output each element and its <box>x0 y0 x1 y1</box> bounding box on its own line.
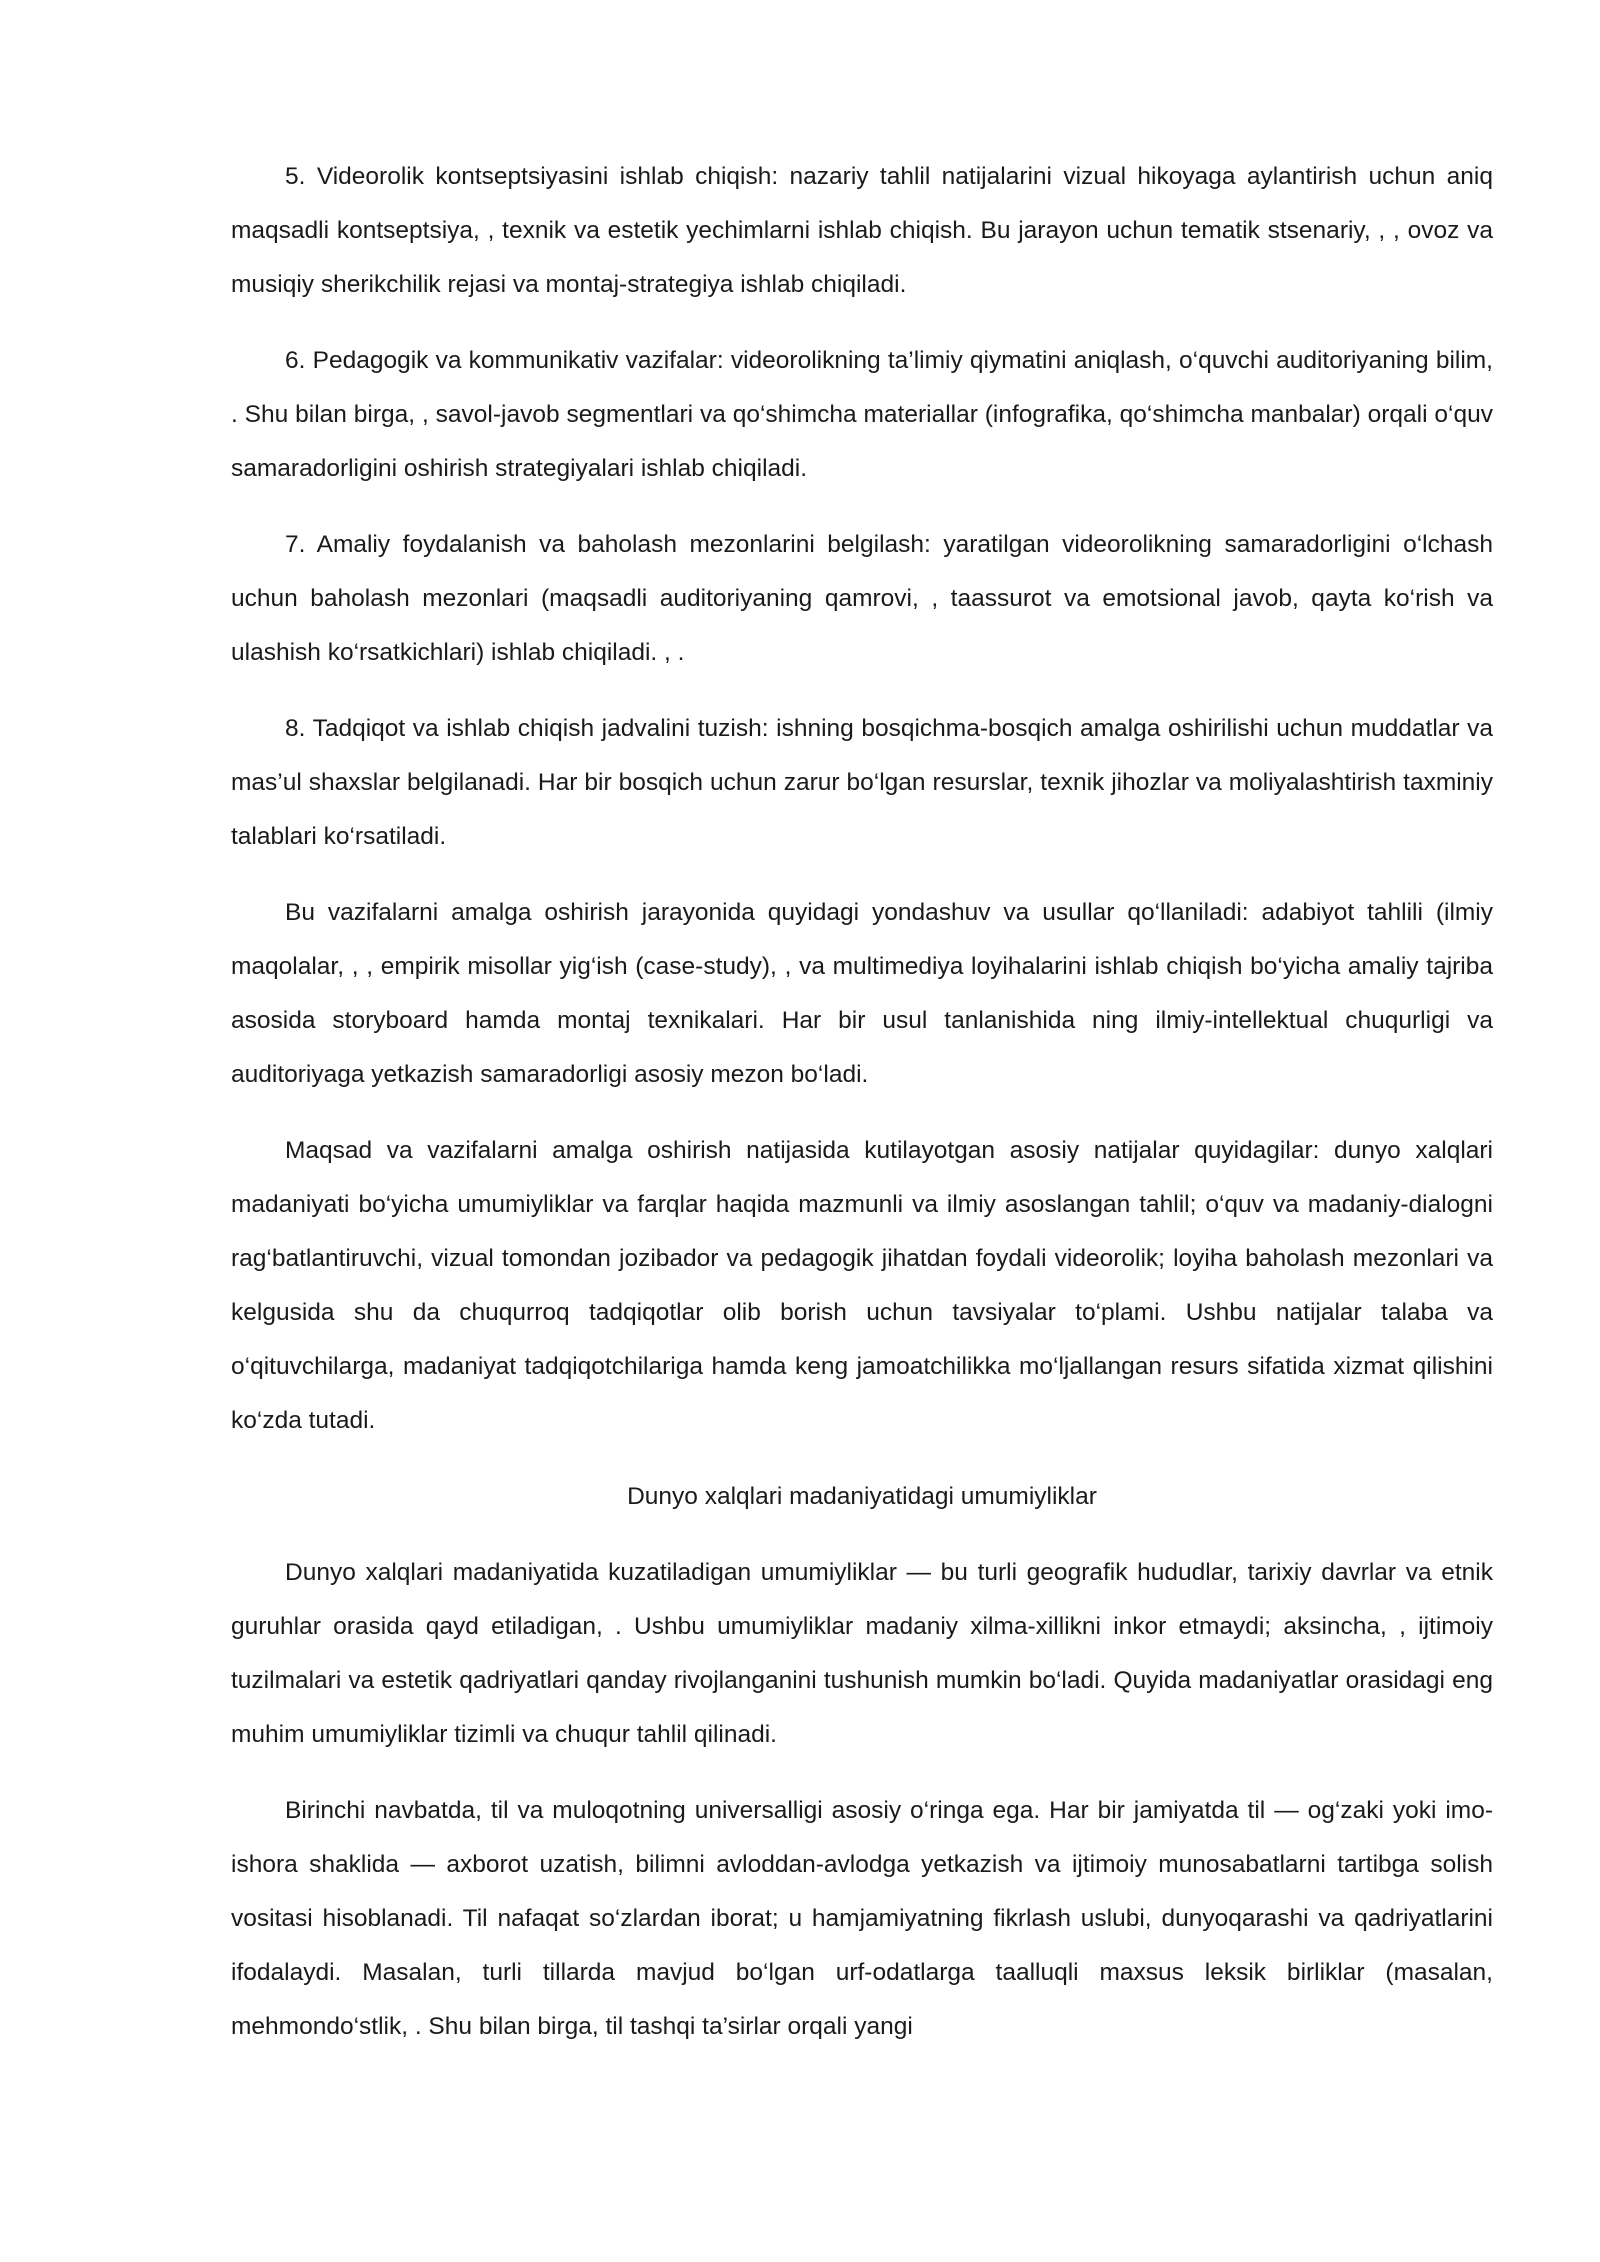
paragraph-item-8: 8. Tadqiqot va ishlab chiqish jadvalini tuzish: ishning bosqichma-bosqich amalga oshirilishi uchun muddatlar va mas’ul shaxslar belgilanadi. Har bir bosqich uchun zarur bo‘lgan resurslar, texnik jihozlar va moliyalashtirish taxminiy talablari ko‘rsatiladi. <box>231 715 1493 850</box>
paragraph-expected-results: Maqsad va vazifalarni amalga oshirish natijasida kutilayotgan asosiy natijalar quyidagilar: dunyo xalqlari madaniyati bo‘yicha umumiyliklar va farqlar haqida mazmunli va ilmiy asoslangan tahlil; o‘quv va madaniy-dialogni rag‘batlantiruvchi, vizual tomondan jozibador va pedagogik jihatdan foydali videorolik; loyiha baholash mezonlari va kelgusida shu da chuqurroq tadqiqotlar olib borish uchun tavsiyalar to‘plami. Ushbu natijalar talaba va o‘qituvchilarga, madaniyat tadqiqotchilariga hamda keng jamoatchilikka mo‘ljallangan resurs sifatida xizmat qilishini ko‘zda tutadi. <box>231 1137 1493 1434</box>
paragraph-methods: Bu vazifalarni amalga oshirish jarayonida quyidagi yondashuv va usullar qo‘llaniladi: adabiyot tahlili (ilmiy maqolalar, , , empirik misollar yig‘ish (case-study), , va multimediya loyihalarini ishlab chiqish bo‘yicha amaliy tajriba asosida storyboard hamda montaj texnikalari. Har bir usul tanlanishida ning ilmiy-intellektual chuqurligi va auditoriyaga yetkazish samaradorligi asosiy mezon bo‘ladi. <box>231 899 1493 1088</box>
paragraph-universals-intro: Dunyo xalqlari madaniyatida kuzatiladigan umumiyliklar — bu turli geografik hududlar, tarixiy davrlar va etnik guruhlar orasida qayd etiladigan, . Ushbu umumiyliklar madaniy xilma-xillikni inkor etmaydi; aksincha, , ijtimoiy tuzilmalari va estetik qadriyatlari qanday rivojlanganini tushunish mumkin bo‘ladi. Quyida madaniyatlar orasidagi eng muhim umumiyliklar tizimli va chuqur tahlil qilinadi. <box>231 1559 1493 1748</box>
paragraph-item-7: 7. Amaliy foydalanish va baholash mezonlarini belgilash: yaratilgan videorolikning samaradorligini o‘lchash uchun baholash mezonlari (maqsadli auditoriyaning qamrovi, , taassurot va emotsional javob, qayta ko‘rish va ulashish ko‘rsatkichlari) ishlab chiqiladi. , . <box>231 531 1493 666</box>
paragraph-item-6: 6. Pedagogik va kommunikativ vazifalar: videorolikning ta’limiy qiymatini aniqlash, o‘quvchi auditoriyaning bilim, . Shu bilan birga, , savol-javob segmentlari va qo‘shimcha materiallar (infografika, qo‘shimcha manbalar) orqali o‘quv samaradorligini oshirish strategiyalari ishlab chiqiladi. <box>231 347 1493 482</box>
section-heading: Dunyo xalqlari madaniyatidagi umumiyliklar <box>627 1483 1097 1510</box>
document-body <box>231 150 1493 2076</box>
paragraph-item-5: 5. Videorolik kontseptsiyasini ishlab chiqish: nazariy tahlil natijalarini vizual hikoyaga aylantirish uchun aniq maqsadli kontseptsiya, , texnik va estetik yechimlarni ishlab chiqish. Bu jarayon uchun tematik stsenariy, , , ovoz va musiqiy sherikchilik rejasi va montaj-strategiya ishlab chiqiladi. <box>231 163 1493 298</box>
paragraph-language-universality: Birinchi navbatda, til va muloqotning universalligi asosiy o‘ringa ega. Har bir jamiyatda til — og‘zaki yoki imo-ishora shaklida — axborot uzatish, bilimni avloddan-avlodga yetkazish va ijtimoiy munosabatlarni tartibga solish vositasi hisoblanadi. Til nafaqat so‘zlardan iborat; u hamjamiyatning fikrlash uslubi, dunyoqarashi va qadriyatlarini ifodalaydi. Masalan, turli tillarda mavjud bo‘lgan urf-odatlarga taalluqli maxsus leksik birliklar (masalan, mehmondo‘stlik, . Shu bilan birga, til tashqi ta’sirlar orqali yangi <box>231 1797 1493 2040</box>
